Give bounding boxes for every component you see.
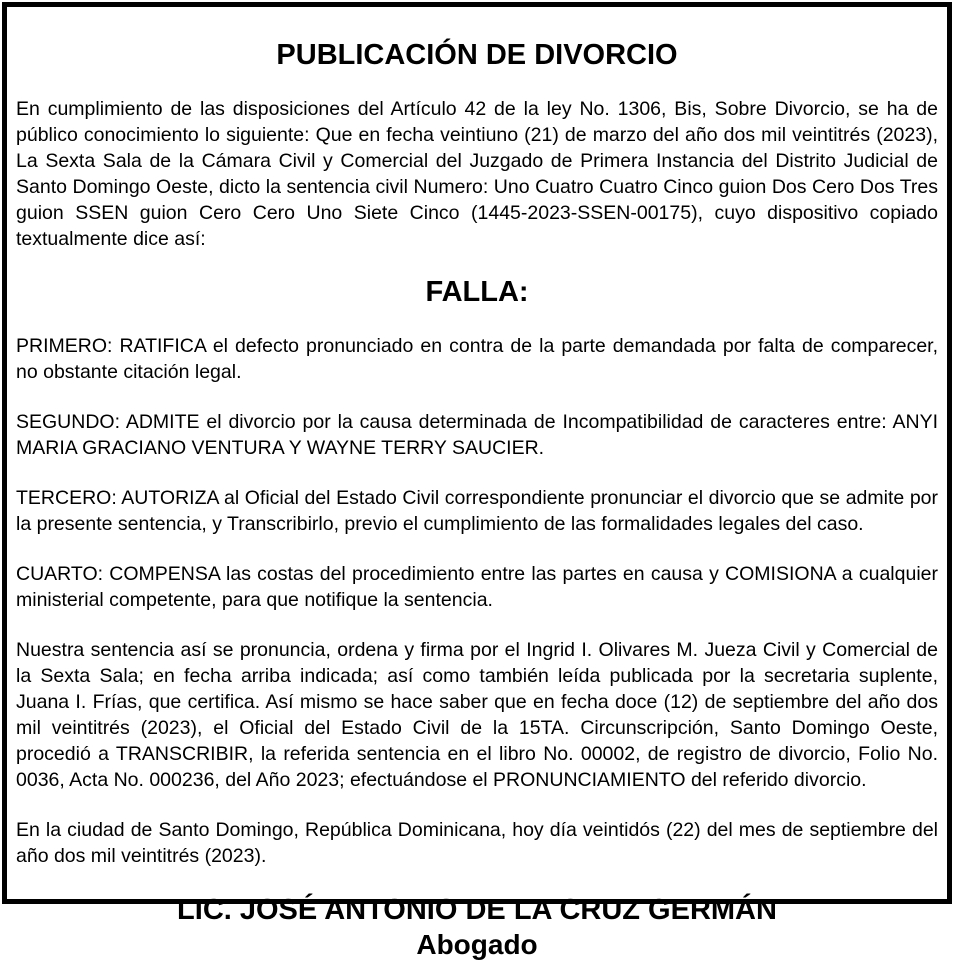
document-title: PUBLICACIÓN DE DIVORCIO (276, 39, 678, 71)
date-line-paragraph: En la ciudad de Santo Domingo, República Dominicana, hoy día veintidós (22) del mes de septiembre del año dos mil veintitrés (2023). (16, 819, 938, 867)
closing-paragraph: Nuestra sentencia así se pronuncia, ordena y firma por el Ingrid I. Olivares M. Jueza Civil y Comercial de la Sexta Sala; en fecha arriba indicada; así como también leída publicada por la secretaria suplente, Juana I. Frías, que certifica. Así mismo se hace saber que en fecha doce (12) de septiembre del año dos mil veintitrés (2023), el Oficial del Estado Civil de la 15TA. Circunscripción, Santo Domingo Oeste, procedió a TRANSCRIBIR, la referida sentencia en el libro No. 00002, de registro de divorcio, Folio No. 0036, Acta No. 000236, del Año 2023; efectuándose el PRONUNCIAMIENTO del referido divorcio. (16, 639, 938, 791)
document-border-frame (2, 2, 952, 960)
falla-heading: FALLA: (425, 276, 529, 308)
clause-tercero: TERCERO: AUTORIZA al Oficial del Estado Civil correspondiente pronunciar el divorcio que se admite por la presente sentencia, y Transcribirlo, previo el cumplimiento de las formalidades legales del caso. (16, 487, 938, 535)
intro-paragraph: En cumplimiento de las disposiciones del Artículo 42 de la ley No. 1306, Bis, Sobre Divorcio, se ha de público conocimiento lo siguiente: Que en fecha veintiuno (21) de marzo del año dos mil veintitrés (2023), La Sexta Sala de la Cámara Civil y Comercial del Juzgado de Primera Instancia del Distrito Judicial de Santo Domingo Oeste, dicto la sentencia civil Numero: Uno Cuatro Cuatro Cinco guion Dos Cero Dos Tres guion SSEN guion Cero Cero Uno Siete Cinco (1445-2023-SSEN-00175), cuyo dispositivo copiado textualmente dice así: (16, 98, 938, 250)
clause-primero: PRIMERO: RATIFICA el defecto pronunciado en contra de la parte demandada por falta de comparecer, no obstante citación legal. (16, 335, 938, 383)
signature-name: LIC. JOSÉ ANTONIO DE LA CRUZ GERMÁN (177, 894, 777, 926)
clause-cuarto: CUARTO: COMPENSA las costas del procedimiento entre las partes en causa y COMISIONA a cualquier ministerial competente, para que notifique la sentencia. (16, 563, 938, 611)
clause-segundo: SEGUNDO: ADMITE el divorcio por la causa determinada de Incompatibilidad de caracteres entre: ANYI MARIA GRACIANO VENTURA Y WAYNE TERRY SAUCIER. (16, 411, 938, 459)
signature-title: Abogado (416, 929, 538, 960)
